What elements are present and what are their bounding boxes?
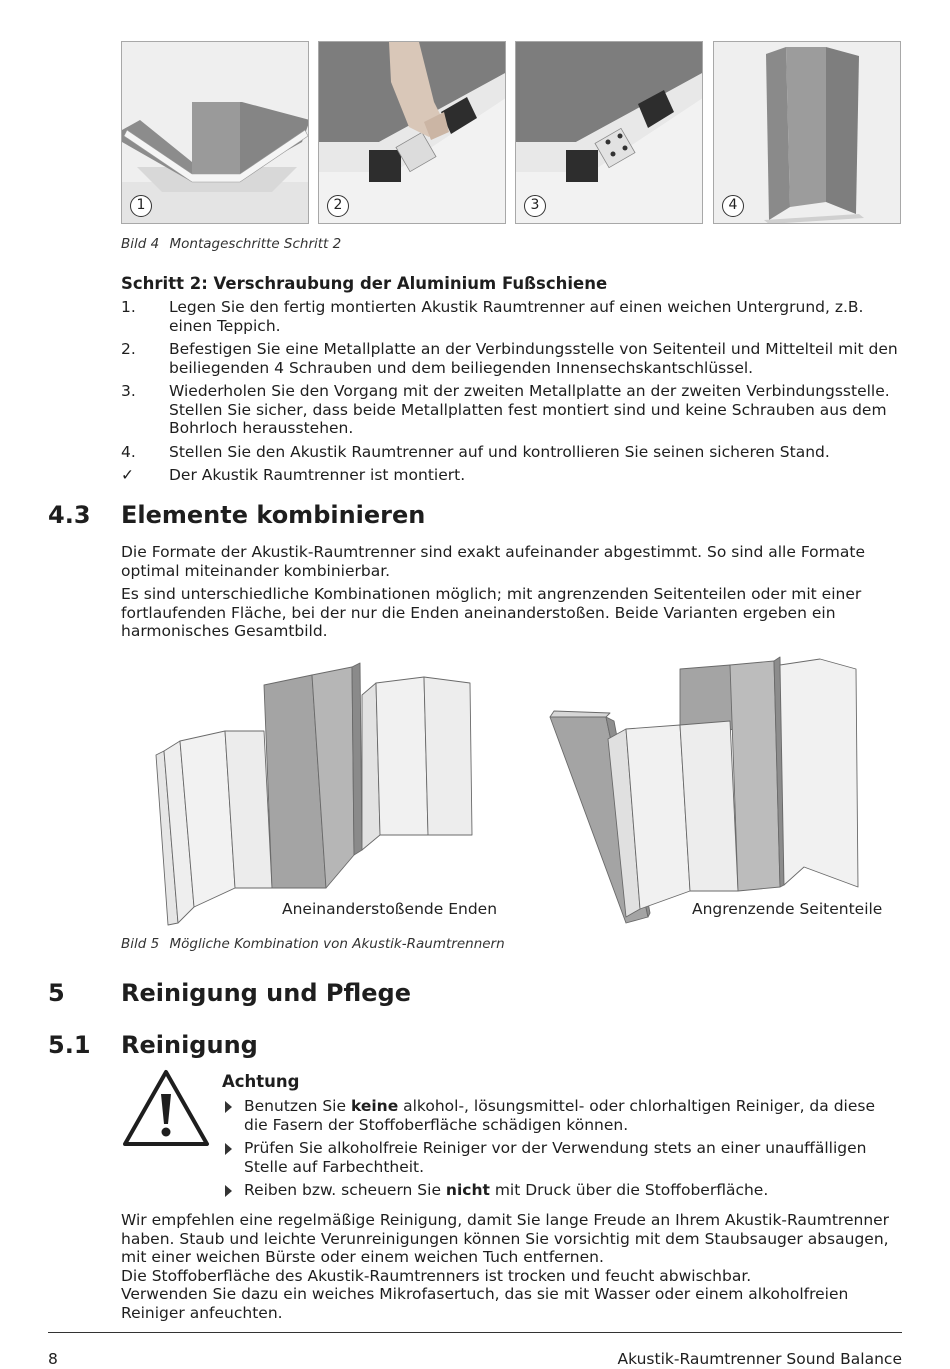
assembly-photo-2 — [318, 41, 506, 224]
footer-divider — [48, 1332, 902, 1333]
step2-item — [121, 382, 911, 438]
warning-item-text: Reiben bzw. scheuern Sie — [244, 1181, 446, 1199]
step2-item-number: 3. — [121, 382, 136, 400]
step2-list — [121, 298, 911, 490]
bullet-arrow-icon — [225, 1143, 232, 1155]
warning-item — [222, 1139, 902, 1176]
cleaning-para — [121, 1211, 906, 1322]
footer-title: Akustik-Raumtrenner Sound Balance — [617, 1350, 902, 1368]
cleaning-text: Wir empfehlen eine regelmäßige Reinigung, damit Sie lange Freude an Ihrem Akustik-Raumtrenner haben. Staub und leichte Verunreinigungen können Sie vorsichtig mit dem Staubsauger absaugen, mit einer weichen Bürste oder einem weichen Tuch entfernen. — [121, 1211, 890, 1266]
warning-item-text: Benutzen Sie — [244, 1097, 351, 1115]
assembly-photo-row — [121, 41, 902, 224]
bullet-arrow-icon — [225, 1101, 232, 1113]
section-number: 5.1 — [48, 1031, 91, 1059]
section-4-3-heading — [48, 501, 425, 529]
step2-item-text: Stellen Sie den Akustik Raumtrenner auf und kontrollieren Sie seinen sicheren Stand. — [169, 442, 830, 461]
step-number-2: 2 — [327, 195, 349, 217]
figure5-caption-label: Bild 5 — [121, 936, 160, 952]
warning-title: Achtung — [222, 1072, 300, 1091]
label-adjoining-ends: Aneinanderstoßende Enden — [282, 900, 498, 918]
warning-list — [222, 1097, 902, 1205]
figure4-caption — [121, 236, 341, 252]
step-number-4: 4 — [722, 195, 744, 217]
warning-item-emphasis: keine — [350, 1097, 399, 1115]
section-number: 4.3 — [48, 501, 91, 529]
combination-illustration — [140, 655, 910, 930]
section-4-3-para-2: Es sind unterschiedliche Kombinationen möglich; mit angrenzenden Seitenteilen oder mit einer fortlaufenden Fläche, bei der nur die Enden aneinanderstoßen. Beide Varianten ergeben ein harmonisches Gesamtbild. — [121, 585, 862, 640]
cleaning-text: Die Stoffoberfläche des Akustik-Raumtrenners ist trocken und feucht abwischbar. — [121, 1266, 752, 1285]
assembly-photo-1 — [121, 41, 309, 224]
figure5-caption-text: Mögliche Kombination von Akustik-Raumtrennern — [169, 936, 505, 952]
section-5-1-heading — [48, 1031, 258, 1059]
checkmark-icon: ✓ — [121, 466, 134, 484]
section-title: Elemente kombinieren — [121, 501, 426, 529]
assembly-photo-3 — [515, 41, 703, 224]
step2-item-number: 1. — [121, 298, 136, 316]
step2-item — [121, 298, 911, 335]
warning-item-text: mit Druck über die Stoffoberfläche. — [489, 1181, 769, 1199]
step2-item-text: Der Akustik Raumtrenner ist montiert. — [169, 466, 466, 484]
assembly-photo-4 — [713, 41, 901, 224]
section-5-heading — [48, 979, 411, 1007]
warning-item — [222, 1181, 902, 1200]
figure4-caption-label: Bild 4 — [121, 236, 160, 252]
figure4-caption-text: Montageschritte Schritt 2 — [169, 236, 342, 252]
section-number: 5 — [48, 979, 65, 1007]
warning-icon — [121, 1068, 211, 1148]
section-title: Reinigung — [121, 1031, 258, 1059]
warning-item — [222, 1097, 902, 1134]
section-4-3-para-1: Die Formate der Akustik-Raumtrenner sind exakt aufeinander abgestimmt. So sind alle Formate optimal miteinander kombinierbar. — [121, 543, 865, 580]
step-number-1: 1 — [130, 195, 152, 217]
page-number: 8 — [48, 1350, 58, 1368]
label-adjacent-side-panels: Angrenzende Seitenteile — [692, 900, 883, 918]
step2-item-text: Legen Sie den fertig montierten Akustik Raumtrenner auf einen weichen Untergrund, z.B. einen Teppich. — [169, 298, 864, 335]
step2-item-text: Wiederholen Sie den Vorgang mit der zweiten Metallplatte an der zweiten Verbindungsstelle. Stellen Sie sicher, dass beide Metallplatten fest montiert sind und keine Schrauben aus dem Bohrloch herausstehen. — [169, 382, 890, 437]
step2-item-result — [121, 466, 911, 485]
warning-item-text: Prüfen Sie alkoholfreie Reiniger vor der Verwendung stets an einer unauffälligen Stelle auf Farbechtheit. — [244, 1139, 867, 1176]
section-title: Reinigung und Pflege — [121, 979, 412, 1007]
step2-item-number: 4. — [121, 442, 136, 461]
cleaning-text: Verwenden Sie dazu ein weiches Mikrofasertuch, das sie mit Wasser oder einem alkoholfreien Reiniger anfeuchten. — [121, 1285, 849, 1322]
warning-item-emphasis: nicht — [445, 1181, 490, 1199]
step2-item — [121, 443, 911, 462]
warning-item-text: alkohol-, lösungsmittel- oder chlorhaltigen Reiniger, da diese die Fasern der Stoffoberfläche schädigen können. — [244, 1097, 875, 1134]
step2-item-number: 2. — [121, 340, 136, 358]
figure5-caption — [121, 936, 505, 952]
step2-item-text: Befestigen Sie eine Metallplatte an der Verbindungsstelle von Seitenteil und Mittelteil mit den beiliegenden 4 Schrauben und dem beiliegenden Innensechskantschlüssel. — [169, 340, 898, 377]
step-number-3: 3 — [524, 195, 546, 217]
step2-title: Schritt 2: Verschraubung der Aluminium Fußschiene — [121, 274, 608, 293]
step2-item — [121, 340, 911, 377]
bullet-arrow-icon — [225, 1185, 232, 1197]
